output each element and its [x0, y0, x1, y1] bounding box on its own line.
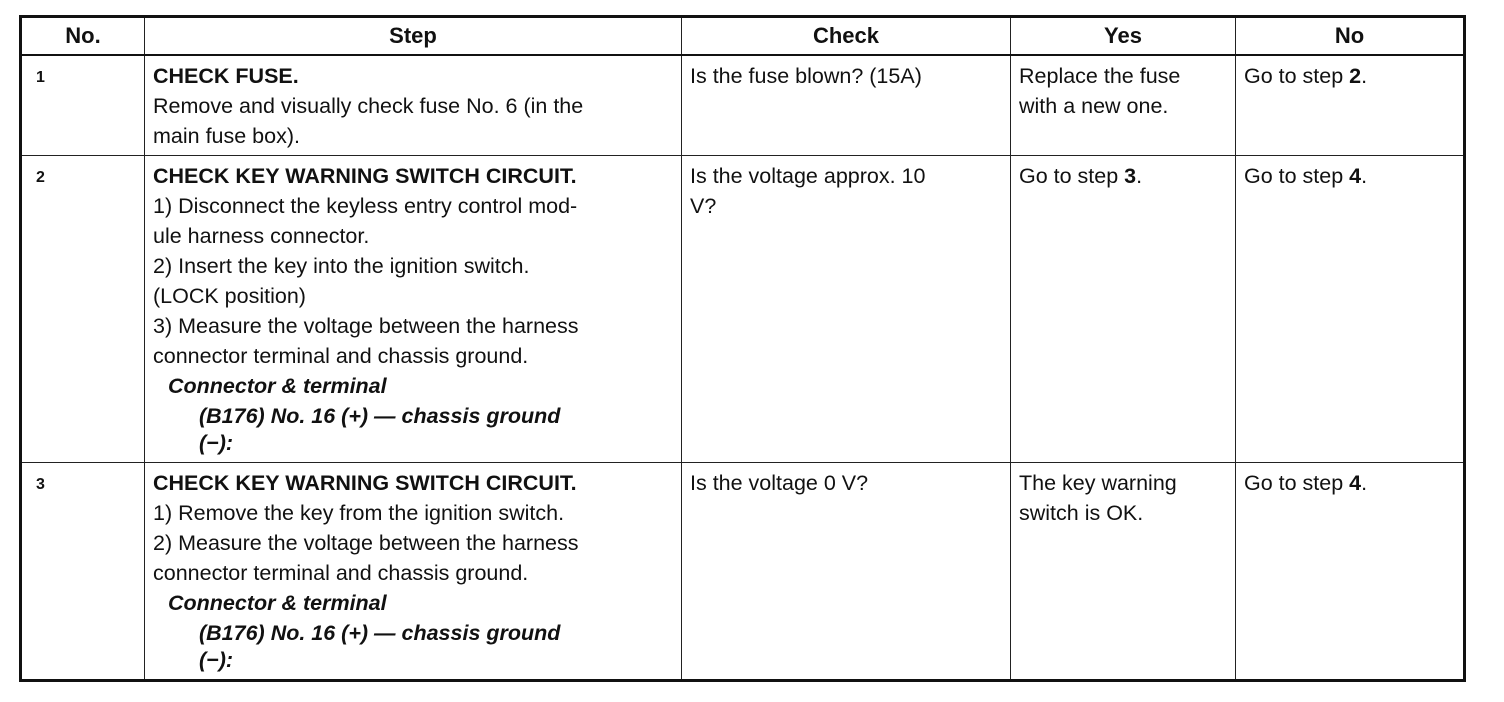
connector-tail: (−): — [199, 647, 234, 672]
header-check: Check — [682, 17, 1011, 55]
step-line: connector terminal and chassis ground. — [153, 560, 529, 585]
yes-cell — [1011, 55, 1236, 156]
check-cell: Is the voltage 0 V? — [682, 462, 1011, 680]
no-step-ref: 4 — [1349, 163, 1362, 188]
no-cell — [1236, 155, 1465, 462]
header-no-result: No — [1236, 17, 1465, 55]
header-yes: Yes — [1011, 17, 1236, 55]
row-number: 1 — [21, 55, 145, 156]
step-line: 2) Measure the voltage between the harness — [153, 530, 579, 555]
header-step: Step — [145, 17, 682, 55]
yes-line: with a new one. — [1019, 93, 1169, 118]
yes-suffix: . — [1136, 163, 1143, 188]
yes-line: The key warning — [1019, 470, 1177, 495]
step-line: 1) Disconnect the keyless entry control mod- — [153, 193, 578, 218]
step-line: (LOCK position) — [153, 283, 306, 308]
connector-label: Connector & terminal — [168, 373, 387, 398]
no-suffix: . — [1361, 470, 1368, 495]
step-cell — [145, 462, 682, 680]
step-line: connector terminal and chassis ground. — [153, 343, 529, 368]
no-cell — [1236, 462, 1465, 680]
check-line: Is the voltage approx. 10 — [690, 163, 926, 188]
row-number: 3 — [21, 462, 145, 680]
step-line: main fuse box). — [153, 123, 300, 148]
header-no: No. — [21, 17, 145, 55]
step-line: 2) Insert the key into the ignition switch. — [153, 253, 530, 278]
no-step-ref: 4 — [1349, 470, 1362, 495]
table-row — [21, 55, 1465, 156]
step-line: 3) Measure the voltage between the harness — [153, 313, 579, 338]
step-title: CHECK KEY WARNING SWITCH CIRCUIT. — [153, 163, 577, 188]
no-suffix: . — [1361, 163, 1368, 188]
no-step-ref: 2 — [1349, 63, 1362, 88]
table-row — [21, 155, 1465, 462]
step-line: Remove and visually check fuse No. 6 (in the — [153, 93, 584, 118]
diagnostic-table — [19, 15, 1466, 682]
connector-tail: (−): — [199, 430, 234, 455]
step-cell — [145, 55, 682, 156]
step-title: CHECK KEY WARNING SWITCH CIRCUIT. — [153, 470, 577, 495]
table-row — [21, 462, 1465, 680]
connector-detail: (B176) No. 16 (+) — chassis ground — [199, 403, 561, 428]
step-title: CHECK FUSE. — [153, 63, 299, 88]
no-cell — [1236, 55, 1465, 156]
connector-detail: (B176) No. 16 (+) — chassis ground — [199, 620, 561, 645]
connector-label: Connector & terminal — [168, 590, 387, 615]
yes-cell — [1011, 155, 1236, 462]
row-number: 2 — [21, 155, 145, 462]
check-cell — [682, 155, 1011, 462]
yes-cell — [1011, 462, 1236, 680]
step-cell — [145, 155, 682, 462]
step-line: 1) Remove the key from the ignition switch. — [153, 500, 565, 525]
no-prefix: Go to step — [1244, 470, 1350, 495]
check-cell: Is the fuse blown? (15A) — [682, 55, 1011, 156]
no-suffix: . — [1361, 63, 1368, 88]
check-line: V? — [690, 193, 717, 218]
yes-line: switch is OK. — [1019, 500, 1144, 525]
no-prefix: Go to step — [1244, 63, 1350, 88]
yes-step-ref: 3 — [1124, 163, 1137, 188]
yes-line: Replace the fuse — [1019, 63, 1181, 88]
yes-prefix: Go to step — [1019, 163, 1125, 188]
step-line: ule harness connector. — [153, 223, 370, 248]
header-row — [21, 17, 1465, 55]
no-prefix: Go to step — [1244, 163, 1350, 188]
